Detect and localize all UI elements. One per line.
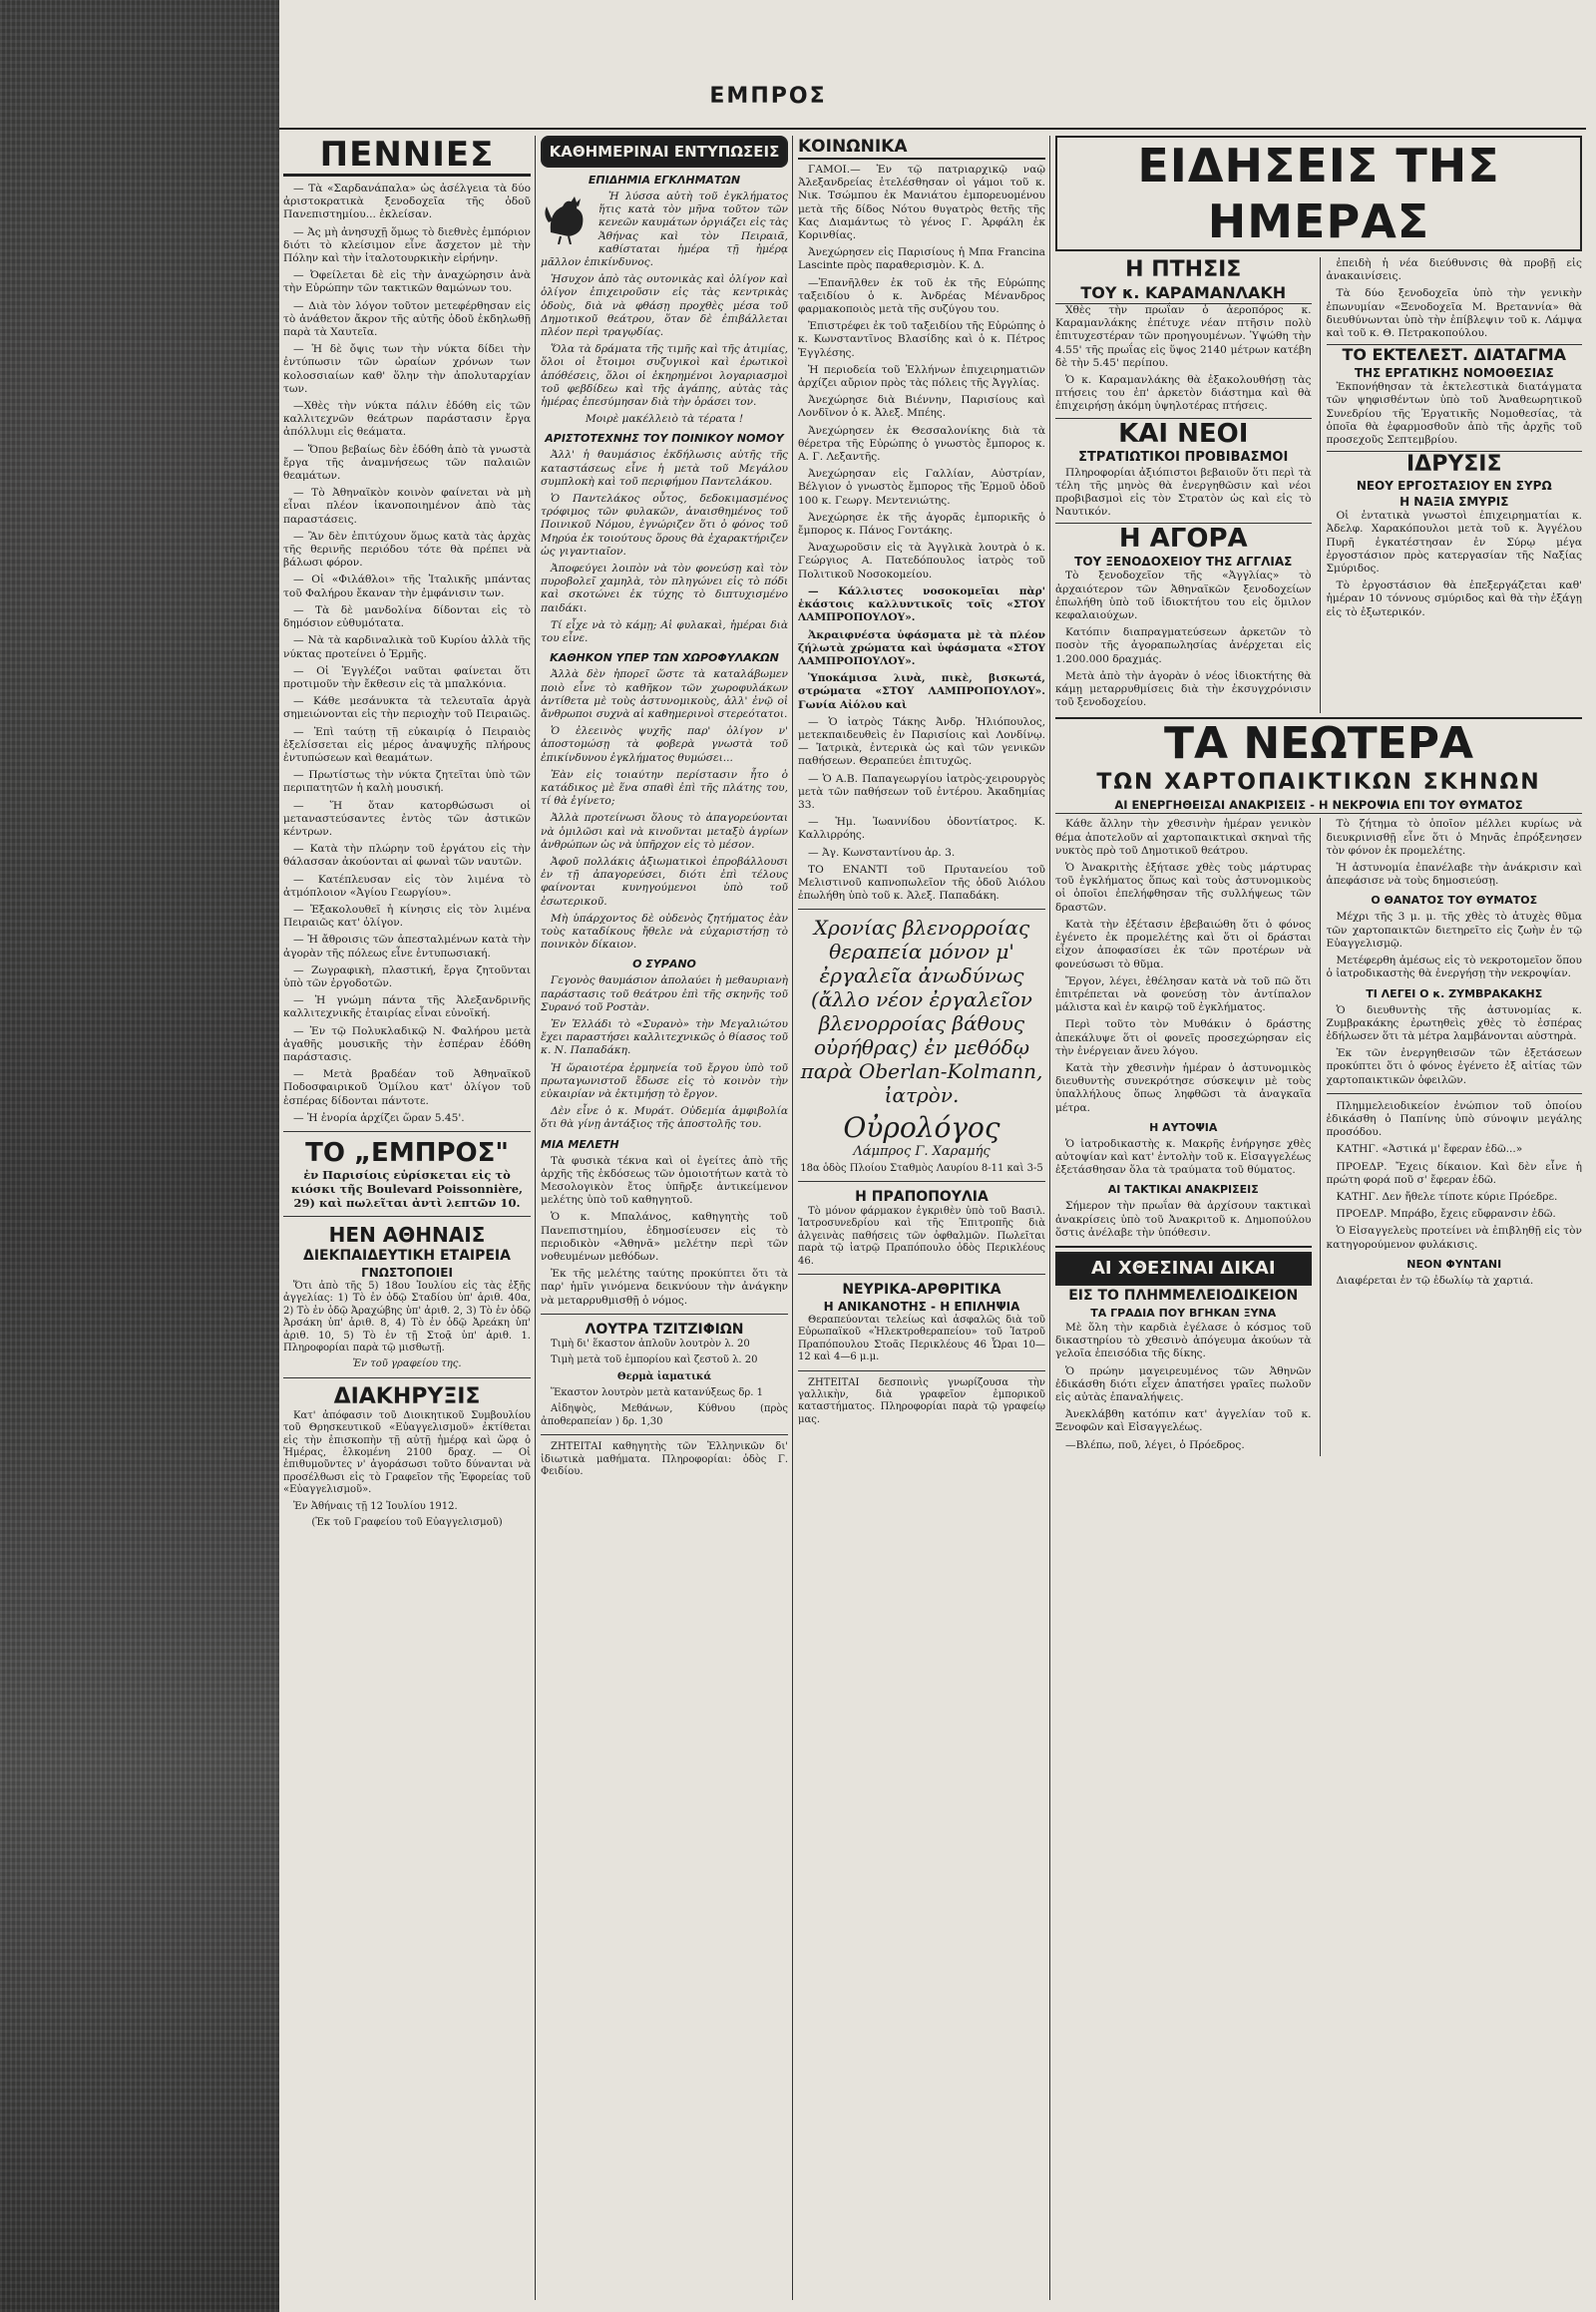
paragraph: Μοιρὲ μακέλλειὸ τὰ τέρατα ! — [585, 413, 744, 426]
paragraph: Μετὰ ἀπὸ τὴν ἀγορὰν ὁ νέος ἰδιοκτήτης θὰ κάμῃ μεταρρυθμίσεις διὰ τὴν ἐκσυγχρόνισιν τοῦ ξενοδοχείου. — [1055, 669, 1312, 709]
paragraph: Οἱ ἐντατικὰ γνωστοὶ ἐπιχειρηματίαι κ. Ἀδελφ. Χαρακόπουλοι μετὰ τοῦ κ. Ἀγγέλου Πυρῆ ἐγκατέστησαν ἐν Σύρῳ μέγα ἐργοστάσιον πρὸς κατεργασίαν τῆς Ναξίας Σμύριδος. — [1326, 510, 1582, 576]
paragraph: Ἀκραιφνέστα ὑφάσματα μὲ τὰ πλέον ζήλωτὰ χρώματα καὶ ὑφάσματα «ΣΤΟΥ ΛΑΜΠΡΟΠΟΥΛΟΥ». — [798, 628, 1045, 667]
paragraph: — Ἡ ἐνορία ἀρχίζει ὥραν 5.45'. — [293, 1111, 465, 1124]
paragraph: Ἀνεχώρησεν ἐκ Θεσσαλονίκης διὰ τὰ θέρετρα τῆς Εὐρώπης ὁ γνωστὸς ἔμπορος κ. Α. Γ. Λεξαντῆς. — [798, 424, 1045, 464]
paragraph: Τὸ ξενοδοχεῖον τῆς «Ἀγγλίας» τὸ ἀρχαιότερον τῶν Ἀθηναϊκῶν ξενοδοχείων ἐπωλήθη ὑπὸ τοῦ ἰδιοκτήτου του εἰς ὅμιλον κεφαλαιούχων. — [1055, 570, 1312, 622]
paragraph: Μὴ ὑπάρχοντος δὲ οὐδενὸς ζητήματος ἐὰν τοὺς καταδίκους ἤθελε νὰ εὐχαριστήσῃ τὸ ποινικὸν δίκαιον. — [541, 912, 788, 952]
nervous-title: ΝΕΥΡΙΚΑ-ΑΡΘΡΙΤΙΚΑ — [842, 1282, 1001, 1298]
section-heading: ΤΙ ΛΕΓΕΙ Ο κ. ΖΥΜΒΡΑΚΑΚΗΣ — [1366, 986, 1543, 1000]
paragraph: — Ἐπὶ ταύτῃ τῇ εὐκαιρίᾳ ὁ Πειραιὸς ἐξελίσσεται εἰς μέρος ἀναψυχῆς πλήρους ἐντυπώσεων καὶ θεαμάτων. — [283, 725, 531, 764]
paragraph: Ἀνεχώρησε ἐκ τῆς ἀγορᾶς ἐμπορικῆς ὁ ἔμπορος κ. Πάνος Γοντάκης. — [798, 511, 1045, 538]
paragraph: — Ἀς μὴ ἀνησυχῇ ὅμως τὸ διεθνὲς ἐμπόριον διότι τὸ κλείσιμον εἶνε ἄσχετον μὲ τὴν Πόλην καὶ τὴν ἱταλοτουρκικὴν εἰρήνην. — [283, 225, 531, 265]
section-heading: ΚΑΘΗΚΟΝ ΥΠΕΡ ΤΩΝ ΧΩΡΟΦΥΛΑΚΩΝ — [550, 651, 779, 665]
paragraph: ΚΑΤΗΓ. Δεν ἤθελε τίποτε κύριε Πρόεδρε. — [1336, 1190, 1558, 1203]
paragraph: — Ἡ δὲ ὄψις των τὴν νύκτα δίδει τὴν ἐντύπωσιν τῶν ὡραίων χρόνων των κολοσσιαίων καθ' ὅλην τὴν ἀπολυταρχίαν των. — [283, 343, 531, 395]
paragraph: Ἐὰν εἰς τοιαύτην περίστασιν ἦτο ὁ κατάδικος μὲ ἕνα σπαθὶ ἐπὶ τῆς πλάτης του, τί θὰ ἐγίνετο; — [541, 768, 788, 808]
divider — [283, 1216, 531, 1217]
paragraph: Ἡσυχον ἀπὸ τὰς ουτονικὰς καὶ ὀλίγον καὶ ὀλίγον ἐπιχειροῦσιν εἰς τὰς κεντρικὰς ὁδοὺς, διὰ νὰ φθάσῃ προχθὲς μέσα τοῦ Δημοτικοῦ θεάτρου, ὅταν δὲ ἐπιβάλλεται πλέον περὶ τραγῳδίας. — [541, 273, 788, 339]
news-right — [1320, 257, 1583, 713]
paragraph: — Κάλλιστες νοσοκομεῖαι πὰρ' ἑκάστοις καλλυντικοῖς τοῖς «ΣΤΟΥ ΛΑΜΠΡΟΠΟΥΛΟΥ». — [798, 584, 1045, 624]
baths-title: ΛΟΥΤΡΑ ΤΖΙΤΖΙΦΙΩΝ — [585, 1321, 744, 1338]
decree-title: ΤΟ ΕΚΤΕΛΕΣΤ. ΔΙΑΤΑΓΜΑ — [1327, 344, 1583, 365]
baths-line: Τιμὴ δι' ἕκαστον ἁπλοῦν λουτρὸν λ. 20 — [551, 1338, 750, 1349]
paragraph: Ἀναχωροῦσιν εἰς τὰ Ἀγγλικὰ λουτρὰ ὁ κ. Γεώργιος Α. Πατεδόπουλος ἰατρὸς τοῦ Πολιτικοῦ Νοσοκομείου. — [798, 542, 1045, 580]
paragraph: — Διὰ τὸν λόγον τοῦτον μετεφέρθησαν εἰς τὸ ἀνάθετον ἄκρον τῆς αὐτῆς ὁδοῦ ἐκδηλωθῇ παρὰ τὰ Χαυτεῖα. — [283, 299, 531, 339]
trials-sub: ΕΙΣ ΤΟ ΠΛΗΜΜΕΛΕΙΟΔΙΚΕΙΟΝ — [1068, 1287, 1299, 1304]
paragraph: — Ὅπου βεβαίως δὲν ἐδόθη ἀπὸ τὰ γνωστὰ ἔργα τῆς ἀναμνήσεως τῶν παλαιῶν θεαμάτων. — [283, 443, 531, 483]
market-title: Η ΑΓΟΡΑ — [1055, 523, 1312, 554]
rooster-icon — [541, 193, 593, 244]
paragraph: Ὁ Ἀνακριτὴς ἐξήτασε χθὲς τοὺς μάρτυρας τοῦ ἐγκλήματος ὅπως καὶ τοὺς ἀστυνομικοὺς οἱ ὁποῖοι ἐπελήφθησαν τῆς συλλήψεως τῶν δραστῶν. — [1055, 862, 1312, 914]
column-divider — [535, 136, 536, 2300]
prapopoulia-text: Τὸ μόνον φάρμακον ἐγκριθὲν ὑπὸ τοῦ Βασιλ. Ἰατροσυνεδρίου καὶ τῆς Ἐπιτροπῆς διὰ ἀλγεινὰς παθήσεις τῶν ὀφθαλμῶν. Πωλεῖται παρὰ τῷ ἰατρῷ Πραπόπουλο ὁδὸς Περικλέους 46. — [798, 1205, 1045, 1267]
paragraph: Διαφέρεται ἐν τῷ ἐδωλίῳ τὰ χαρτιά. — [1336, 1274, 1534, 1287]
prapopoulia-title: Η ΠΡΑΠΟΠΟΥΛΙΑ — [855, 1188, 989, 1205]
paragraph: — Οἱ «Φιλάθλοι» τῆς Ἰταλικῆς μπάντας τοῦ Φαλήρου ἔκαναν τὴν ἐμφάνισιν των. — [283, 574, 531, 599]
paragraph: Ἐπιστρέφει ἐκ τοῦ ταξειδίου τῆς Εὐρώπης ὁ κ. Κωνσταντῖνος Βλασίδης καὶ ὁ κ. Πέτρος Ἐγγλέσης. — [798, 320, 1045, 359]
paragraph: — Πρωτίστως τὴν νύκτα ζητεῖται ὑπὸ τῶν περιπατητῶν ἡ καλὴ μουσική. — [283, 769, 531, 795]
decree-sub: ΤΗΣ ΕΡΓΑΤΙΚΗΣ ΝΟΜΟΘΕΣΙΑΣ — [1354, 366, 1554, 381]
ad-athens-text: Ὅτι ἀπὸ τῆς 5) 18ου Ἰουλίου εἰς τὰς ἐξῆς ἀγγελίας: 1) Τὸ ἐν ὁδῷ Σταδίου ὑπ' ἀριθ. 40α, 2) Τὸ ἐν ὁδῷ Ἀραχώβης ὑπ' ἀριθ. 2, 3) Τὸ ἐν ὁδῷ Ἀρσάκη ὑπ' ἀριθ. 8, 4) Τὸ ἐν ὁδῷ Ἀρεάκη ὑπ' ἀριθ. 10, 5) Τὸ ἐν τῇ Στοᾷ ὑπ' ἀριθ. 1. Πληροφορίαι παρὰ τῷ μισθωτῇ. — [283, 1281, 531, 1354]
paragraph: —Βλέπω, ποῦ, λέγει, ὁ Πρόεδρος. — [1065, 1438, 1245, 1451]
nervous-text: Θεραπεύονται τελείως καὶ ἀσφαλῶς διὰ τοῦ Εὐρωπαϊκοῦ «Ἠλεκτροθεραπείου» τοῦ Ἰατροῦ Πραπόπουλου Στοᾶς Περικλέους 46 Ὧραι 10—12 καὶ 4—6 μ.μ. — [798, 1315, 1045, 1363]
flight-title: Η ΠΤΗΣΙΣ — [1125, 257, 1242, 282]
divider — [541, 1314, 788, 1315]
section-heading: Η ΑΥΤΟΨΙΑ — [1149, 1120, 1218, 1134]
paragraph: — Ἥ ὅταν κατορθώσωσι οἱ μεταναστεύσαντες ἐντὸς τῶν ἀστικῶν κέντρων. — [283, 799, 531, 838]
divider — [541, 1434, 788, 1435]
paragraph: Ἀλλὰ προτείνωσι ὅλους τὸ ἀπαγορεύονται νὰ ὁμιλῶσι καὶ νὰ κινοῦνται μεταξὺ ἀγρίων ἀνθρώπων ὡς νὰ ὑπῆρχον εἰς τὸ μέσον. — [541, 812, 788, 851]
paragraph: Τὰ δύο ξενοδοχεῖα ὑπὸ τὴν γενικὴν ἐπωνυμίαν «Ξενοδοχεῖα Μ. Βρεταννία» θὰ διευθύνωνται ὑπὸ τὴν ἐπίβλεψιν τοῦ κ. Λάμψα καὶ τοῦ κ. Θ. Πετρακοπούλου. — [1326, 287, 1582, 340]
paragraph: Ἀλλὰ δὲν ἠπορεῖ ὥστε τὰ καταλάβωμεν ποιὸ εἶνε τὸ καθῆκον τῶν χωροφυλάκων ἀντίθετα μὲ τοὺς ἀστυνομικοὺς, ἀλλ' ἐνῷ οἱ ἄνθρωποι συχνὰ αἱ καθημερινοὶ στερεότατοι. — [541, 668, 788, 720]
news-left — [1055, 257, 1312, 713]
masthead-rule — [279, 128, 1586, 130]
promotions-sub: ΣΤΡΑΤΙΩΤΙΚΟΙ ΠΡΟΒΙΒΑΣΜΟΙ — [1078, 449, 1289, 465]
paragraph: — Ἡ γνώμη πάντα τῆς Ἀλεξανδρινῆς καλλιτεχνικῆς ἐταιρίας εἶναι εὐνοϊκή. — [283, 994, 531, 1020]
paragraph: — Τὸ Ἀθηναϊκὸν κοινὸν φαίνεται νὰ μὴ εἶναι πλέον ἱκανοποιημένον ἀπὸ τὰς παραστάσεις. — [283, 487, 531, 526]
column-divider — [792, 136, 793, 2300]
paragraph: Ἀνεχώρησεν εἰς Παρισίους ἡ Μπα Francina Lascinte πρὸς παραθερισμὸν. Κ. Δ. — [798, 246, 1045, 272]
paragraph: Ὑποκάμισα λινὰ, πικὲ, βισκωτά, στρώματα «ΣΤΟΥ ΛΑΜΠΡΟΠΟΥΛΟΥ». Γωνία Αἰόλου καὶ — [798, 672, 1045, 711]
paragraph: Μὲ ὅλη τὴν καρδιὰ ἐγέλασε ὁ κόσμος τοῦ δικαστηρίου τὸ χθεσινὸ ἀπόγευμα ἀκούων τὰ γελοῖα ἐπεισόδια τῆς δίκης. — [1055, 1321, 1312, 1360]
paragraph: Ἡ λύσσα αὐτὴ τοῦ ἐγκλήματος ἥτις κατὰ τὸν μῆνα τοῦτον τῶν κενεῶν καυμάτων ὀργιάζει εἰς τὰς Ἀθήνας καὶ τὸν Πειραιᾶ, καθίσταται ἡμέρα τῇ ἡμέρᾳ μᾶλλον ἐπικίνδυνος. — [541, 191, 788, 269]
urologist-title: Οὐρολόγος — [843, 1111, 1000, 1145]
paragraph: ΓΑΜΟΙ.— Ἐν τῷ πατριαρχικῷ ναῷ Ἀλεξανδρείας ἐτελέσθησαν οἱ γάμοι τοῦ κ. Νικ. Τσώμπου ἐκ Μανιάτου ἐμπορευομένου μετὰ τῆς δίδος Νότου θυγατρὸς θετῆς τῆς Κας Διαμάντως τὸ γένος Γ. Ἀρφάλη ἐκ Κορινθίας. — [798, 164, 1045, 242]
paragraph: Ὁ ἐλεεινὸς ψυχῆς παρ' ὀλίγον ν' ἀποστομώσῃ τὰ φοβερὰ γνωστὰ τοῦ ἐπικίνδυνου ἐγκλήματος θυμώσει... — [541, 725, 788, 764]
news-bottom-grid — [1055, 818, 1582, 1455]
divider — [283, 1377, 531, 1378]
paragraph: Κατὰ τὴν ἐξέτασιν ἐβεβαιώθη ὅτι ὁ φόνος ἐγένετο ἐκ προμελέτης καὶ ὅτι οἱ δράσται εἶχον ἀποφασίσει ἐκ τῶν προτέρων νὰ φονεύσωσι τὸ θῦμα. — [1055, 918, 1312, 970]
section-heading: Ο ΣΥΡΑΝΟ — [632, 958, 696, 971]
nervous-sub: Η ΑΝΙΚΑΝΟΤΗΣ - Η ΕΠΙΛΗΨΙΑ — [823, 1300, 1020, 1314]
paragraph: Ἐκ τῶν ἐνεργηθεισῶν τῶν ἐξετάσεων προκύπτει ὅτι ὁ φόνος ἐγένετο ἐξ αἰτίας τῶν χαρτοπαικτικῶν ὀφειλῶν. — [1326, 1047, 1582, 1086]
paragraph: Ἐκπονήθησαν τὰ ἐκτελεστικὰ διατάγματα τῶν ψηφισθέντων ὑπὸ τοῦ Ἀναθεωρητικοῦ Συνεδρίου τῆς Ἐργατικῆς Νομοθεσίας, τὰ ὁποῖα θὰ ἐφαρμοσθοῦν ἀπὸ τῆς ἀρχῆς τοῦ προσεχοῦς Σεπτεμβρίου. — [1326, 381, 1582, 447]
section-heading: ΕΠΙΔΗΜΙΑ ΕΓΚΛΗΜΑΤΩΝ — [588, 174, 741, 187]
newspaper-page — [279, 0, 1586, 2312]
paragraph: Ὁ Εἰσαγγελεὺς προτείνει νὰ ἐπιβληθῇ εἰς τὸν κατηγορούμενον φυλάκισις. — [1326, 1225, 1582, 1251]
section-heading: ΑΡΙΣΤΟΤΕΧΝΗΣ ΤΟΥ ΠΟΙΝΙΚΟΥ ΝΟΜΟΥ — [545, 432, 784, 446]
divider — [283, 1131, 531, 1132]
paragraph: ΚΑΤΗΓ. «Ἀστικά μ' ἔφεραν ἐδῶ...» — [1336, 1143, 1523, 1156]
paragraph: — Κάθε μεσάνυκτα τὰ τελευταῖα ἀργὰ σημειώνονται εἰς τὴν περιοχὴν τοῦ Πειραιῶς. — [283, 695, 531, 721]
paragraph: ΖΗΤΕΙΤΑΙ δεσποινὶς γνωρίζουσα τὴν γαλλικὴν, διὰ γραφεῖον ἐμπορικοῦ καταστήματος. Πληροφορίαι παρὰ τῷ γραφείῳ μας. — [798, 1376, 1045, 1425]
urologist-address: 18α ὁδὸς Πλοίου Σταθμὸς Λαυρίου 8-11 καὶ 3-5 — [800, 1162, 1043, 1174]
card-scenes-sub2: ΑΙ ΕΝΕΡΓΗΘΕΙΣΑΙ ΑΝΑΚΡΙΣΕΙΣ - Η ΝΕΚΡΟΨΙΑ ΕΠΙ ΤΟΥ ΘΥΜΑΤΟΣ — [1055, 797, 1582, 814]
ad-athens-sub: ΔΙΕΚΠΑΙΔΕΥΤΙΚΗ ΕΤΑΙΡΕΙΑ — [303, 1248, 511, 1264]
news-title: ΕΙΔΗΣΕΙΣ ΤΗΣ ΗΜΕΡΑΣ — [1055, 136, 1582, 251]
paragraph: Ἀνεκλάβθη κατόπιν κατ' ἀγγελίαν τοῦ κ. Ξενοφῶν καὶ Εἰσαγγελέως. — [1055, 1408, 1312, 1434]
scan-shadow — [0, 0, 279, 2312]
paragraph: Ὁ κ. Καραμανλάκης θὰ ἐξακολουθήσῃ τὰς πτήσεις του ἐπ' ἀρκετὸν διάστημα καὶ θὰ ἐπιχειρήσῃ ἀκόμη ὑψηλοτέρας πτήσεις. — [1055, 374, 1312, 413]
diakiryxis-date: Ἐν Ἀθήναις τῇ 12 Ἰουλίου 1912. — [293, 1500, 458, 1512]
paragraph: Ὅλα τὰ δράματα τῆς τιμῆς καὶ τῆς ἀτιμίας, ὅλοι οἱ ἔτοιμοι συζυγικοὶ καὶ ἐρωτικοὶ ἀπόθέσεις, ὅλοι οἱ ἐκηρημένοι λογαριασμοὶ τοῦ φεβδίδεω καὶ τῆς ἀγάπης, αὐτὰς τὰς ἡμέρας ἐπεσύμησαν διὰ τὴν ὁράσει τον. — [541, 343, 788, 409]
paragraph: Κατὰ τὴν χθεσινὴν ἡμέραν ὁ ἀστυνομικὸς διευθυντὴς συνεκρότησε σύσκεψιν μὲ τοὺς ὑπαλλήλους ὅπως ληφθῶσι τὰ ἀναγκαῖα μέτρα. — [1055, 1061, 1312, 1114]
paragraph: Ἐκ τῆς μελέτης ταύτης προκύπτει ὅτι τὰ παρ' ἡμῖν γινόμενα δεικνύουν τὴν ἀνάγκην νὰ μεταρρυθμισθῇ ὁ νόμος. — [541, 1268, 788, 1307]
paragraph: — Κατέπλευσαν εἰς τὸν λιμένα τὸ ἀτμόπλοιον «Ἀγίου Γεωργίου». — [283, 873, 531, 899]
paragraph: Ἡ ἀστυνομία ἐπανέλαβε τὴν ἀνάκρισιν καὶ ἀπεφάσισε νὰ τοὺς δημοσιεύσῃ. — [1326, 862, 1582, 888]
paragraph: — Νὰ τὰ καρδιναλικὰ τοῦ Κυρίου ἀλλὰ τῆς νύκτας προτείνει ὁ Ἐρμῆς. — [283, 634, 531, 660]
section-heading: Ο ΘΑΝΑΤΟΣ ΤΟΥ ΘΥΜΑΤΟΣ — [1371, 894, 1538, 908]
paragraph: —Ἐπανῆλθεν ἐκ τοῦ ἐκ τῆς Εὐρώπης ταξειδίου ὁ κ. Ἀνδρέας Μένανδρος φαρμακοποιὸς μετὰ τῆς συζύγου του. — [798, 276, 1045, 316]
impressions-title: ΚΑΘΗΜΕΡΙΝΑΙ ΕΝΤΥΠΩΣΕΙΣ — [541, 136, 788, 168]
paragraph: — Τὰ δὲ μανδολίνα δίδονται εἰς τὸ δημόσιον εὐθυμότατα. — [283, 603, 531, 630]
section-heading: ΝΕΟΝ ΦΥΝΤΑΝΙ — [1406, 1257, 1502, 1271]
founding-sub: ΝΕΟΥ ΕΡΓΟΣΤΑΣΙΟΥ ΕΝ ΣΥΡΩ — [1356, 479, 1552, 494]
column-pennies — [283, 136, 531, 2300]
card-scenes-block — [1055, 717, 1582, 814]
paragraph: Ἀλλ' ἡ θαυμάσιος ἐκδήλωσις αὐτῆς τῆς καταστάσεως εἶνε ἡ μετὰ τοῦ Μεγάλου συμπλοκὴ καὶ τοῦ περιφήμου Παντελάκου. — [541, 449, 788, 488]
paragraph: ΖΗΤΕΙΤΑΙ καθηγητὴς τῶν Ἑλληνικῶν δι' ἰδιωτικὰ μαθήματα. Πληροφορίαι: ὁδὸς Γ. Φειδίου. — [541, 1441, 788, 1478]
paragraph: Ὁ Παντελάκος οὗτος, δεδοκιμασμένος τρόφιμος τῶν φυλακῶν, ἀναισθημένος τοῦ Ποινικοῦ Νόμου, ἐγνώριζεν ὅτι ὁ φόνος τοῦ Μηρύα ἐκ τοιούτους ὅρους θὰ ἐχαρακτήριζεν ὡς γιγαντιαῖον. — [541, 493, 788, 558]
promotions-title: ΚΑΙ ΝΕΟΙ — [1055, 418, 1312, 449]
founding-title: ΙΔΡΥΣΙΣ — [1327, 451, 1583, 478]
paragraph: Ἡ περιοδεία τοῦ Ἐλλήνων ἐπιχειρηματιῶν ἀρχίζει αὔριον πρὸς τὰς πόλεις τῆς Ἀγγλίας. — [798, 363, 1045, 390]
paragraph: — Ἡμ. Ἰωαννίδου ὀδοντίατρος. Κ. Καλλιρρόης. — [798, 816, 1045, 842]
diakiryxis-title: ΔΙΑΚΗΡΥΞΙΣ — [333, 1383, 481, 1409]
trials-title: ΑΙ ΧΘΕΣΙΝΑΙ ΔΙΚΑΙ — [1055, 1252, 1312, 1286]
paragraph: — Ἐξακολουθεῖ ἡ κίνησις εἰς τὸν λιμένα Πειραιῶς κατ' ὀλίγον. — [283, 903, 531, 930]
divider — [1327, 1093, 1583, 1094]
paragraph: Ὁ ἰατροδικαστὴς κ. Μακρῆς ἐνήργησε χθὲς αὐτοψίαν καὶ κατ' ἐντολὴν τοῦ κ. Εἰσαγγελέως ἐξετάσθησαν ὅλα τὰ τραύματα τοῦ θύματος. — [1055, 1137, 1312, 1177]
paragraph: — Ὁ Α.Β. Παπαγεωργίου ἰατρὸς-χειρουργὸς μετὰ τῶν παθήσεων τοῦ ἐντέρου. Ἀκαδημίας 33. — [798, 772, 1045, 811]
trials-sub2: ΤΑ ΓΡΑΔΙΑ ΠΟΥ ΒΓΗΚΑΝ ΞΥΝΑ — [1090, 1306, 1277, 1320]
paragraph: Τὸ ζήτημα τὸ ὁποῖον μέλλει κυρίως νὰ διευκρινισθῇ εἶνε ὅτι ὁ Μηνᾶς ἐπρόξενησεν τὸν φόνον ἐκ προμελέτης. — [1326, 818, 1582, 857]
emprosparis-text: ἐν Παρισίοις εὑρίσκεται εἰς τὸ κιόσκι τῆς Boulevard Poissonnière, 29) καὶ πωλεῖται ἀντὶ λεπτῶν 10. — [290, 1168, 524, 1210]
paragraph: Ἀνεχώρησε διὰ Βιέννην, Παρισίους καὶ Λονδῖνον ὁ κ. Ἀλεξ. Μπέης. — [798, 394, 1045, 420]
column-divider — [1049, 136, 1050, 2300]
urologist-name: Λάμπρος Γ. Χαραμής — [853, 1144, 991, 1160]
paragraph: Ὁ πρώην μαγειρευμένος τῶν Ἀθηνῶν ἐδικάσθη διότι εἶχεν ἀπατήσει γραῖες πωλοῦν εἰς αὐτὰς ἐπαναλήψεις. — [1055, 1364, 1312, 1403]
paragraph: — Ὁ ἰατρὸς Τάκης Ἀνδρ. Ἠλιόπουλος, μετεκπαιδευθεὶς ἐν Παρισίοις καὶ Λονδίνῳ. — Ἰατρικὰ, ἐντερικὰ ὡς καὶ τῶν γενικῶν παθήσεων. Θεραπεύει ἐπιτυχῶς. — [798, 715, 1045, 768]
ad-athens-sub2: ΓΝΩΣΤΟΠΟΙΕΙ — [361, 1266, 453, 1280]
paragraph: — Ἡ ἄθροισις τῶν ἀπεσταλμένων κατὰ τὴν ἀγορὰν τῆς πόλεως εἶνε ἐντυπωσιακή. — [283, 934, 531, 960]
ad-athens-foot: Ἐν τοῦ γραφείου της. — [352, 1358, 462, 1370]
paragraph: ΤΟ ΕΝΑΝΤΙ τοῦ Πρυτανείου τοῦ Μελιστινοῦ καπνοπωλεῖον τῆς ὁδοῦ Ἀιόλου ἐπωλήθη ὑπὸ τοῦ κ. Ἀλεξ. Παπαδάκη. — [798, 863, 1045, 903]
paragraph: Δὲν εἶνε ὁ κ. Μυράτ. Οὐδεμία ἀμφιβολία ὅτι θὰ γίνῃ ἀντάξιος τῆς ἀποστολῆς του. — [541, 1105, 788, 1131]
paragraph: — Ζωγραφικὴ, πλαστική, ἔργα ζητοῦνται ὑπὸ τῶν ἐργοδοτῶν. — [283, 963, 531, 989]
paragraph: ΠΡΟΕΔΡ. Ἔχεις δίκαιον. Καὶ δὲν εἶνε ἡ πρώτη φορά ποῦ σ' ἔφεραν ἐδῶ. — [1326, 1160, 1582, 1186]
paragraph: Μέχρι τῆς 3 μ. μ. τῆς χθὲς τὸ ἀτυχὲς θῦμα τῶν χαρτοπαικτῶν διετηρεῖτο εἰς ζωὴν ἐν τῷ Εὐαγγελισμῷ. — [1326, 911, 1582, 950]
trials-block — [1055, 1246, 1312, 1322]
paragraph: Ὁ κ. Μπαλάνος, καθηγητὴς τοῦ Πανεπιστημίου, ἐδημοσίευσεν εἰς τὸ περιοδικὸν «Ἀθηνᾶ» μελέτην περὶ τῶν νοθευμένων μεθόδων. — [541, 1211, 788, 1264]
divider — [798, 1274, 1045, 1275]
paragraph: — Κατὰ τὴν πλώρην τοῦ ἐργάτου εἰς τὴν θάλασσαν ἀκούονται αἱ φωναὶ τῶν ναυτῶν. — [283, 843, 531, 869]
paragraph: Ὁ διευθυντὴς τῆς ἀστυνομίας κ. Ζυμβρακάκης ἐρωτηθεὶς χθὲς τὸ ἐσπέρας ἐδήλωσεν ὅτι τὰ μέτρα λαμβάνονται αὐστηρὰ. — [1326, 1003, 1582, 1042]
paragraph: Τὰ φυσικὰ τέκνα καὶ οἱ ἐγείτες ἀπὸ τῆς ἀρχῆς τῆς ἐκδόσεως τῶν ὁμοιοτήτων κατὰ τὸ Μεσολογικὸν ἔτος ὑπῆρξε ἀντικείμενον μελέτης ὑπὸ τοῦ καθηγητοῦ. — [541, 1154, 788, 1207]
paragraph: Σήμερον τὴν πρωΐαν θὰ ἀρχίσουν τακτικαὶ ἀνακρίσεις ὑπὸ τοῦ Ἀνακριτοῦ κ. Δημοπούλου ὅστις ἀνέλαβε τὴν ὑπόθεσιν. — [1055, 1200, 1312, 1239]
divider — [798, 909, 1045, 910]
diakiryxis-text: Κατ' ἀπόφασιν τοῦ Διοικητικοῦ Συμβουλίου τοῦ Θρησκευτικοῦ «Εὐαγγελισμοῦ» ἐκτίθεται εἰς τὴν ἐπισκοπὴν τῇ αὐτῇ ἡμέρᾳ καὶ ὥρᾳ ὁ Ἠμέρας, ἑλκομένη 2100 δραχ. — Οἱ ἐπιθυμοῦντες ν' ἀγοράσωσι τοῦτο δύνανται νὰ προσέλθωσι εἰς τὸ Γραφεῖον τῆς Ἐφορείας τοῦ «Εὐαγγελισμοῦ». — [283, 1409, 531, 1496]
pennies-title: ΠΕΝΝΙΕΣ — [283, 136, 531, 177]
paragraph: — Τὰ «Σαρδανάπαλα» ὡς ἀσέλγεια τὰ δύο ἀριστοκρατικὰ ξενοδοχεῖα τῆς ὁδοῦ Πανεπιστημίου... ἐκλείσαν. — [283, 183, 531, 221]
paragraph: ἐπειδὴ ἡ νέα διεύθυνσις θὰ προβῇ εἰς ἀνακαινίσεις. — [1326, 257, 1582, 283]
baths-line: Αἰδηψὸς, Μεθάνων, Κύθνου (πρὸς ἀποθεραπείαν ) δρ. 1,30 — [541, 1403, 788, 1427]
paragraph: — Ἐν τῷ Πολυκλαδικῷ Ν. Φαλήρου μετὰ ἀγαθῆς μουσικῆς τὴν ἑσπέραν ἐδόθη παράστασις. — [283, 1024, 531, 1063]
paragraph: Πληροφορίαι ἀξιόπιστοι βεβαιοῦν ὅτι περὶ τὰ τέλη τῆς μηνὸς θὰ ἐνεργηθῶσιν καὶ νέοι προβιβασμοὶ εἰς τὸν Στρατὸν ὡς καὶ εἰς τὸ Ναυτικόν. — [1055, 466, 1312, 519]
paragraph: Πλημμελειοδικείον ἐνώπιον τοῦ ὁποίου ἐδικάσθη ὁ Παπίνης ὑπὸ σύνοψιν μεγάλης προσόδου. — [1326, 1099, 1582, 1139]
paragraph: Τὸ ἐργοστάσιον θὰ ἐπεξεργάζεται καθ' ἡμέραν 10 τόννους σμύριδος καὶ θὰ τὴν ἐξάγῃ εἰς τὸ ἐξωτερικόν. — [1326, 579, 1582, 618]
founding-sub2: Η ΝΑΞΙΑ ΣΜΥΡΙΣ — [1399, 495, 1509, 510]
baths-line: Τιμὴ μετὰ τοῦ ἐμπορίου καὶ ζεστοῦ λ. 20 — [551, 1354, 758, 1366]
ad-urology: Χρονίας βλενορροίας θεραπεία μόνον μ' ἐργαλεῖα ἀνωδύνως (ἄλλο νέον ἐργαλεῖον βλενορροίας βάθους οὐρήθρας) ἐν μεθόδῳ παρὰ Oberlan-Kolmann, ἰατρὸν. — [800, 916, 1043, 1108]
flight-sub: ΤΟΥ κ. ΚΑΡΑΜΑΝΛΑΚΗ — [1055, 283, 1312, 304]
divider — [798, 1181, 1045, 1182]
card-scenes-title: ΤΑ ΝΕΩΤΕΡΑ — [1163, 718, 1474, 770]
section-heading: ΑΙ ΤΑΚΤΙΚΑΙ ΑΝΑΚΡΙΣΕΙΣ — [1107, 1183, 1259, 1197]
news-bottom-right — [1320, 818, 1583, 1455]
baths-line: Ἕκαστον λουτρὸν μετὰ κατανύξεως δρ. 1 — [551, 1387, 763, 1399]
paragraph: Κάθε ἄλλην τὴν χθεσινὴν ἡμέραν γενικὸν θέμα ἀποτελοῦν αἱ χαρτοπαικτικαὶ σκηναὶ τῆς νυκτὸς πρὸ τοῦ Δημοτικοῦ θεάτρου. — [1055, 818, 1312, 857]
masthead: ΕΜΠΡΟΣ — [709, 84, 827, 109]
paragraph: Ἔργον, λέγει, ἐθέλησαν κατὰ νὰ τοῦ πῶ ὅτι ἐπιτρέπεται νὰ φονεύσῃ τὸν ἀντίπαλον μάλιστα καὶ ἐν καιρῷ τοῦ ἐγκλήματος. — [1055, 974, 1312, 1014]
news-bottom-left — [1055, 818, 1312, 1455]
paragraph: Μετέφερθη ἀμέσως εἰς τὸ νεκροτομεῖον ὅπου ὁ ἰατροδικαστὴς θὰ ἐνεργήσῃ τὴν νεκροψίαν. — [1326, 955, 1582, 980]
paragraph: Ἡ ὥραιοτέρα ἐρμηνεία τοῦ ἔργου ὑπὸ τοῦ πρωταγωνιστοῦ ἔδωσε εἰς τὸ κοινὸν τὴν εὐκαιρίαν νὰ ἐκτιμήσῃ τὸ ἔργον. — [541, 1061, 788, 1100]
market-sub: ΤΟΥ ΞΕΝΟΔΟΧΕΙΟΥ ΤΗΣ ΑΓΓΛΙΑΣ — [1074, 555, 1293, 570]
divider — [798, 1370, 1045, 1371]
column-news — [1055, 136, 1582, 2300]
news-top-grid — [1055, 257, 1582, 713]
paragraph: Περὶ τοῦτο τὸν Μυθάκιν ὁ δράστης ἀπεκάλυψε ὅτι οἱ φονεῖς προσεχώρησαν εἰς τὴν ἐνέργειαν ἄνευ λόγου. — [1055, 1018, 1312, 1057]
paragraph: Ἀνεχώρησαν εἰς Γαλλίαν, Αὐστρίαν, Βέλγιον ὁ γνωστὸς ἔμπορος τῆς Ἑρμοῦ ὁδοῦ 100 κ. Γεωργ. Μεντενιώτης. — [798, 468, 1045, 507]
paragraph: — Ὀφείλεται δὲ εἰς τὴν ἀναχώρησιν ἀνὰ τὴν Εὐρώπην τῶν τακτικῶν θαμώνων του. — [283, 269, 531, 295]
column-impressions — [541, 136, 788, 2300]
paragraph: — Ἂν δὲν ἐπιτύχουν ὅμως κατὰ τὰς ἀρχὰς τῆς θερινῆς περιόδου τότε θὰ πρέπει νὰ βάλωσι φόρον. — [283, 530, 531, 570]
paragraph: Γεγονὸς θαυμάσιον ἀπολαύει ἡ μεθαυριανὴ παράστασις τοῦ θεάτρου ἐπὶ τῆς σκηνῆς τοῦ Συρανό τοῦ Ροστὰν. — [541, 974, 788, 1013]
paragraph: ΠΡΟΕΔΡ. Μπράβο, ἔχεις εὔφρανσιν ἐδῶ. — [1336, 1208, 1556, 1221]
paragraph: —Χθὲς τὴν νύκτα πάλιν ἐδόθη εἰς τῶν καλλιτεχνῶν θεάτρων παράστασιν ἔργα ἀπόλλυμι εἰς θεάματα. — [283, 400, 531, 439]
paragraph: Ἀφοῦ πολλάκις ἀξιωματικοὶ ἐπροβάλλουσι ἐν τῇ ἀπαγορεύσει, διότι ἐπὶ τέλους φαίνονται κυνηγούμενοι ὑπὸ τοῦ ἐσωτερικοῦ. — [541, 855, 788, 908]
paragraph: Κατόπιν διαπραγματεύσεων ἀρκετῶν τὸ ποσὸν τῆς ἀγοραπωλησίας ἀνέρχεται εἰς 1.200.000 δραχμάς. — [1055, 626, 1312, 665]
paragraph: Χθὲς τὴν πρωΐαν ὁ ἀεροπόρος κ. Καραμανλάκης ἐπέτυχε νέαν πτῆσιν πολὺ ἐπιτυχεστέραν τῶν προηγουμένων. Ὑψώθη τὴν 4.55' τῆς πρωΐας εἰς ὕψος 2140 μέτρων κατέβη δὲ τὴν 5.45' περίπου. — [1055, 304, 1312, 369]
paragraph: Ἀποφεύγει λοιπὸν νὰ τὸν φονεύσῃ καὶ τὸν πυροβολεῖ χαμηλὰ, τὸν πληγώνει εἰς τὸ πόδι καὶ σκοτώνει ἐκ τύχης τὸ διπτυχισμένο παιδάκι. — [541, 563, 788, 614]
paragraph: — Οἱ Ἐγγλέζοι ναῦται φαίνεται ὅτι προτιμοῦν τὴν ἔκθεσιν εἰς τὰ μπαλκόνια. — [283, 664, 531, 690]
social-title: ΚΟΙΝΩΝΙΚΑ — [798, 136, 1045, 160]
column-social — [798, 136, 1045, 2300]
diakiryxis-foot: (Ἐκ τοῦ Γραφείου τοῦ Εὐαγγελισμοῦ) — [311, 1517, 503, 1529]
section-heading: ΜΙΑ ΜΕΛΕΤΗ — [541, 1137, 619, 1151]
paragraph: — Μετὰ βραδέαν τοῦ Ἀθηναϊκοῦ Ποδοσφαιρικοῦ Ὁμίλου κατ' ὀλίγον τοῦ ἑσπέρας δίδονται πάντοτε. — [283, 1068, 531, 1107]
ad-athens-title: ΗΕΝ ΑΘΗΝΑΙΣ — [328, 1223, 486, 1247]
paragraph: Ἐν Ἑλλάδι τὸ «Συρανὸ» τὴν Μεγαλιώτου ἔχει παραστήσει καλλιτεχνικῶς ὁ θίασος τοῦ κ. Ν. Παπαδάκη. — [541, 1017, 788, 1057]
emprosparis-title: ΤΟ „ΕΜΠΡΟΣ" — [305, 1138, 509, 1168]
card-scenes-sub: ΤΩΝ ΧΑΡΤΟΠΑΙΚΤΙΚΩΝ ΣΚΗΝΩΝ — [1096, 770, 1541, 796]
paragraph: — Ἀγ. Κωνσταντίνου ἀρ. 3. — [808, 846, 956, 859]
baths-line: Θερμὰ ἰαματικά — [616, 1370, 712, 1382]
paragraph: Τί εἶχε νὰ τὸ κάμῃ; Αἱ φυλακαὶ, ἡμέραι διὰ του εἶνε. — [541, 618, 788, 645]
